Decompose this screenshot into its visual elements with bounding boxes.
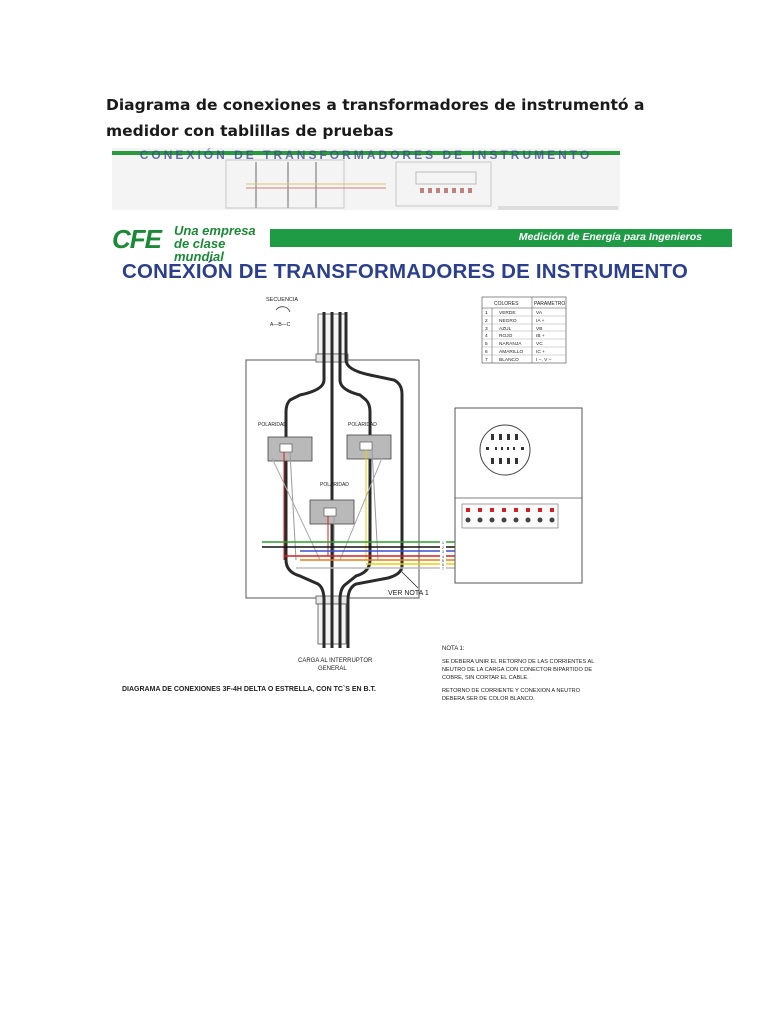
secuencia-label: SECUENCIA bbox=[266, 297, 299, 303]
svg-text:5: 5 bbox=[485, 342, 488, 347]
svg-text:IB +: IB + bbox=[536, 334, 545, 339]
test-switch-block bbox=[462, 504, 558, 528]
carga-label-line1: CARGA AL INTERRUPTOR bbox=[298, 658, 373, 664]
secuencia-value: A—B—C bbox=[270, 322, 291, 328]
nota-line4: RETORNO DE CORRIENTE Y CONEXION A NEUTRO bbox=[442, 688, 581, 694]
nota-line2: NEUTRO DE LA CARGA CON CONECTOR BIPARTIDO DE bbox=[442, 667, 593, 673]
wire-numbers bbox=[442, 541, 444, 571]
svg-text:AZUL: AZUL bbox=[499, 327, 512, 332]
main-title: CONEXIÓN DE TRANSFORMADORES DE INSTRUMENTO bbox=[121, 260, 689, 283]
svg-text:NEGRO: NEGRO bbox=[499, 319, 517, 324]
rotation-arrow-icon bbox=[276, 307, 290, 312]
svg-text:7: 7 bbox=[485, 358, 488, 363]
polaridad-label-right: POLARIDAD bbox=[348, 422, 377, 428]
carga-label-line2: GENERAL bbox=[318, 666, 347, 672]
svg-text:1: 1 bbox=[442, 541, 444, 545]
svg-text:IA +: IA + bbox=[536, 319, 545, 324]
color-table-header-colores: COLORES bbox=[494, 301, 519, 307]
svg-text:VB: VB bbox=[536, 327, 543, 332]
svg-text:4: 4 bbox=[485, 334, 488, 339]
nota-heading: NOTA 1: bbox=[442, 646, 465, 652]
cfe-tagline-line2: de clase mundial bbox=[174, 236, 226, 264]
svg-text:IC +: IC + bbox=[536, 350, 545, 355]
svg-text:AMARILLO: AMARILLO bbox=[499, 350, 524, 355]
cfe-logo-mark: CFE bbox=[112, 224, 161, 254]
svg-text:NARANJA: NARANJA bbox=[499, 342, 522, 347]
svg-text:4: 4 bbox=[442, 555, 444, 559]
polaridad-label-left: POLARIDAD bbox=[258, 422, 287, 428]
polaridad-label-middle: POLARIDAD bbox=[320, 482, 349, 488]
svg-text:VERDE: VERDE bbox=[499, 311, 516, 316]
document-title: Diagrama de conexiones a transformadores de instrumentó a medidor con tablillas de pruebas bbox=[106, 96, 645, 140]
nota-line1: SE DEBERA UNIR EL RETORNO DE LAS CORRIENTES AL bbox=[442, 659, 595, 665]
svg-text:VC: VC bbox=[536, 342, 543, 347]
svg-text:6: 6 bbox=[442, 563, 444, 567]
header-bar-text: Medición de Energía para Ingenieros bbox=[518, 231, 702, 243]
cfe-tagline-line1: Una empresa bbox=[174, 223, 256, 238]
nota-line3: COBRE, SIN CORTAR EL CABLE. bbox=[442, 675, 529, 681]
svg-text:3: 3 bbox=[485, 327, 488, 332]
svg-text:5: 5 bbox=[442, 559, 444, 563]
svg-text:1: 1 bbox=[485, 311, 488, 316]
nota-line5: DEBERA SER DE COLOR BLANCO. bbox=[442, 696, 535, 702]
color-table-header-parametro: PARAMETRO bbox=[534, 301, 566, 307]
svg-text:I −, V −: I −, V − bbox=[536, 358, 552, 363]
ct-right bbox=[347, 422, 391, 459]
ct-left bbox=[258, 422, 312, 461]
ver-nota-label: VER NOTA 1 bbox=[388, 590, 429, 597]
svg-text:VA: VA bbox=[536, 311, 543, 316]
nota-pointer bbox=[402, 572, 418, 588]
thumbnail-title: CONEXIÓN DE TRANSFORMADORES DE INSTRUMENTO bbox=[139, 148, 593, 162]
svg-text:3: 3 bbox=[442, 550, 444, 554]
color-table bbox=[482, 297, 566, 363]
meter-wires bbox=[262, 542, 440, 568]
svg-text:BLANCO: BLANCO bbox=[499, 358, 519, 363]
diagram-caption: DIAGRAMA DE CONEXIONES 3F-4H DELTA O ESTRELLA, CON TC`S EN B.T. bbox=[122, 686, 376, 693]
svg-text:7: 7 bbox=[442, 567, 444, 571]
svg-text:6: 6 bbox=[485, 350, 488, 355]
svg-text:2: 2 bbox=[485, 319, 488, 324]
svg-text:ROJO: ROJO bbox=[499, 334, 513, 339]
svg-text:2: 2 bbox=[442, 546, 444, 550]
